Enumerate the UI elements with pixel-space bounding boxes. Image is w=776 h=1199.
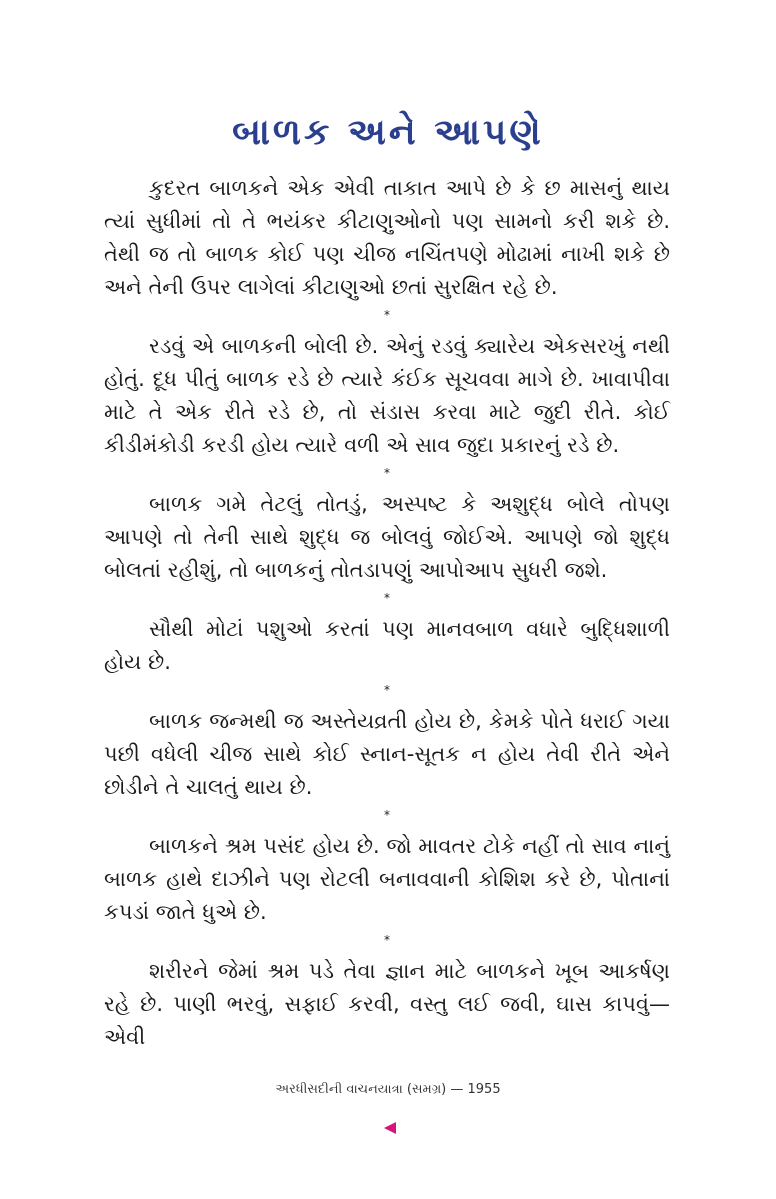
paragraph: બાળક ગમે તેટલું તોતડું, અસ્પષ્ટ કે અશુદ્ધ બોલે તોપણ આપણે તો તેની સાથે શુદ્ધ જ બોલવું જોઈએ. આપણે જો શુદ્ધ બોલતાં રહીશું, તો બાળકનું તોતડાપણું આપોઆપ સુધરી જશે. (104, 492, 670, 582)
separator-asterisk: * (384, 308, 390, 322)
paragraph: રડવું એ બાળકની બોલી છે. એનું રડવું ક્યારેય એકસરખું નથી હોતું. દૂધ પીતું બાળક રડે છે ત્યારે કંઈક સૂચવવા માગે છે. ખાવાપીવા માટે તે એક રીતે રડે છે, તો સંડાસ કરવા માટે જુદી રીતે. કોઈ કીડીમંકોડી કરડી હોય ત્યારે વળી એ સાવ જુદા પ્રકારનું રડે છે. (104, 334, 670, 457)
page-footer: અરધીસદીની વાચનયાત્રા (સમગ્ર) — 1955 (275, 1082, 501, 1097)
separator-asterisk: * (384, 466, 390, 480)
separator-asterisk: * (384, 933, 390, 947)
page-title: બાળક અને આપણે (232, 112, 544, 153)
triangle-left-icon[interactable] (384, 1122, 396, 1134)
paragraph: સૌથી મોટાં પશુઓ કરતાં પણ માનવબાળ વધારે બુદ્ધિશાળી હોય છે. (104, 617, 670, 674)
separator-asterisk: * (384, 808, 390, 822)
paragraph: બાળકને શ્રમ પસંદ હોય છે. જો માવતર ટોકે નહીં તો સાવ નાનું બાળક હાથે દાઝીને પણ રોટલી બનાવવાની કોશિશ કરે છે, પોતાનાં કપડાં જાતે ધુએ છે. (104, 834, 670, 924)
separator-asterisk: * (384, 591, 390, 605)
body-text (104, 172, 670, 1054)
paragraph: કુદરત બાળકને એક એવી તાકાત આપે છે કે છ માસનું થાય ત્યાં સુધીમાં તો તે ભયંકર કીટાણુઓનો પણ સામનો કરી શકે છે. તેથી જ તો બાળક કોઈ પણ ચીજ નચિંતપણે મોઢામાં નાખી શકે છે અને તેની ઉપર લાગેલાં કીટાણુઓ છતાં સુરક્ષિત રહે છે. (104, 176, 670, 299)
separator-asterisk: * (384, 683, 390, 697)
paragraph: શરીરને જેમાં શ્રમ પડે તેવા જ્ઞાન માટે બાળકને ખૂબ આકર્ષણ રહે છે. પાણી ભરવું, સફાઈ કરવી, વસ્તુ લઈ જવી, ઘાસ કાપવું—એવી (104, 959, 670, 1049)
paragraph: બાળક જન્મથી જ અસ્તેયવ્રતી હોય છે, કેમકે પોતે ધરાઈ ગયા પછી વધેલી ચીજ સાથે કોઈ સ્નાન-સૂતક ન હોય તેવી રીતે એને છોડીને તે ચાલતું થાય છે. (104, 709, 670, 799)
